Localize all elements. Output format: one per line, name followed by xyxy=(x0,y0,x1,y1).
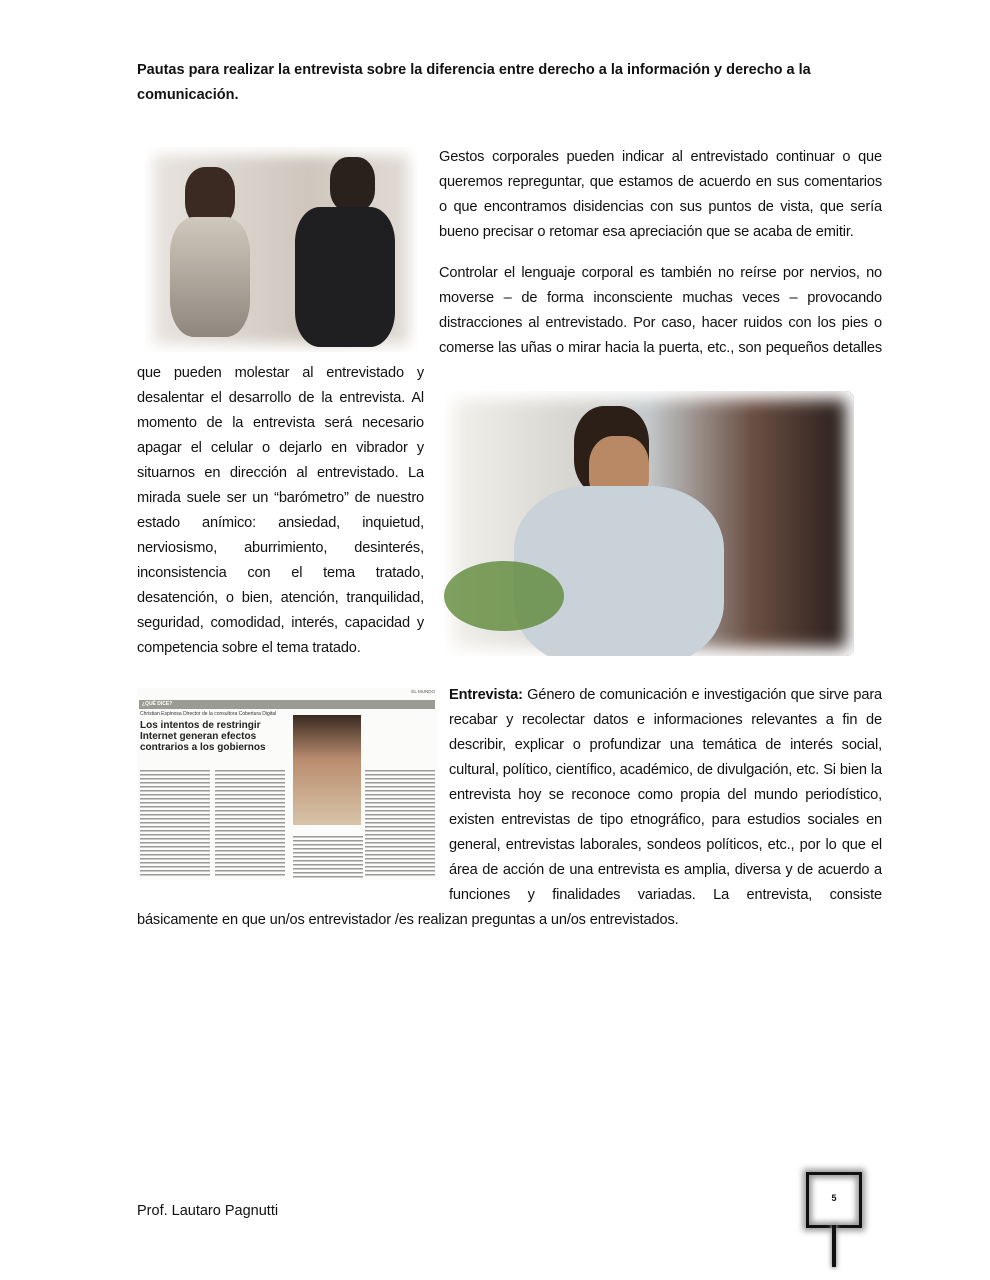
person-figure xyxy=(295,207,395,347)
newspaper-headline: Los intentos de restringir Internet generan efectos contrarios a los gobiernos xyxy=(140,720,266,753)
newspaper-column xyxy=(365,770,435,878)
newspaper-column xyxy=(215,770,285,878)
term-entrevista: Entrevista: xyxy=(449,687,523,703)
document-body xyxy=(137,145,882,949)
paragraph-body-language-part1: Controlar el lenguaje corporal es también no reírse por nervios, no moverse – de forma inconsciente muchas veces – provocando distracciones al entrevistado. Por caso, hacer ruidos con los pies o comerse las uñas o mirar hacia la puerta, etc., son pequeños detalles que pueden xyxy=(137,265,882,381)
newspaper-portrait xyxy=(293,715,361,825)
page-number: 5 xyxy=(831,1193,837,1203)
paragraph-body-language-part2: molestar al entrevistado y desalentar el desarrollo de la entrevista. Al momento de la entrevista será necesario apagar el celular o dejarlo en vibrador y situarnos en dirección al entrevistado. La mirada suele ser un “barómetro” de nuestro estado anímico: ansiedad, inquietud, nerviosismo, aburrimiento, desinterés, inconsistencia con el tema tratado, desatención, o bien, atención, tranquilidad, seguridad, comodidad, interés, capacidad y competencia sobre el tema tratado. xyxy=(137,365,425,656)
interview-photo-microphone xyxy=(444,391,854,656)
paragraph-gestures: Gestos corporales pueden indicar al entrevistado continuar o que queremos repreguntar, que estamos de acuerdo en sus comentarios o que encontramos disidencias con sus puntos de vista, que sería bueno precisar o retomar esa apreciación que se acaba de emitir. xyxy=(439,149,882,240)
plant-figure xyxy=(444,561,564,631)
document-title: Pautas para realizar la entrevista sobre la diferencia entre derecho a la información y derecho a la comunicación. xyxy=(137,62,811,103)
paragraph-interview-definition xyxy=(137,683,882,933)
footer-author: Prof. Lautaro Pagnutti xyxy=(137,1203,279,1219)
newspaper-clipping xyxy=(137,688,437,880)
newspaper-column xyxy=(140,770,210,878)
newspaper-byline: Christian Espinosa Director de la consultora Cobertura Digital xyxy=(140,711,277,717)
newspaper-section: ¿QUÉ DICE? xyxy=(139,700,435,709)
interview-photo-studio xyxy=(145,147,417,352)
definition-text: Género de comunicación e investigación que sirve para recabar y recolectar datos e informaciones relevantes a fin de describir, explicar o profundizar una temática de interés social, cultural, político, científico, académico, de divulgación, etc. Si bien la entrevista hoy se reconoce como propia del mundo periodístico, existen entrevistas de tipo etnográfico, para estudios sociales en general, entrevistas laborales, sondeos políticos, etc., por lo que el área de acción de una entrevista es amplia, diversa y de acuerdo a funciones y finalidades variadas. La entrevista, consiste básicamente en que un/os entrevistador /es realizan preguntas a un/os entrevistados. xyxy=(137,687,882,928)
page-number-post xyxy=(832,1225,836,1267)
newspaper-column xyxy=(293,836,363,878)
newspaper-masthead: EL MUNDO xyxy=(411,689,435,694)
page-number-box xyxy=(806,1172,862,1228)
person-figure xyxy=(330,157,375,212)
person-figure xyxy=(170,217,250,337)
